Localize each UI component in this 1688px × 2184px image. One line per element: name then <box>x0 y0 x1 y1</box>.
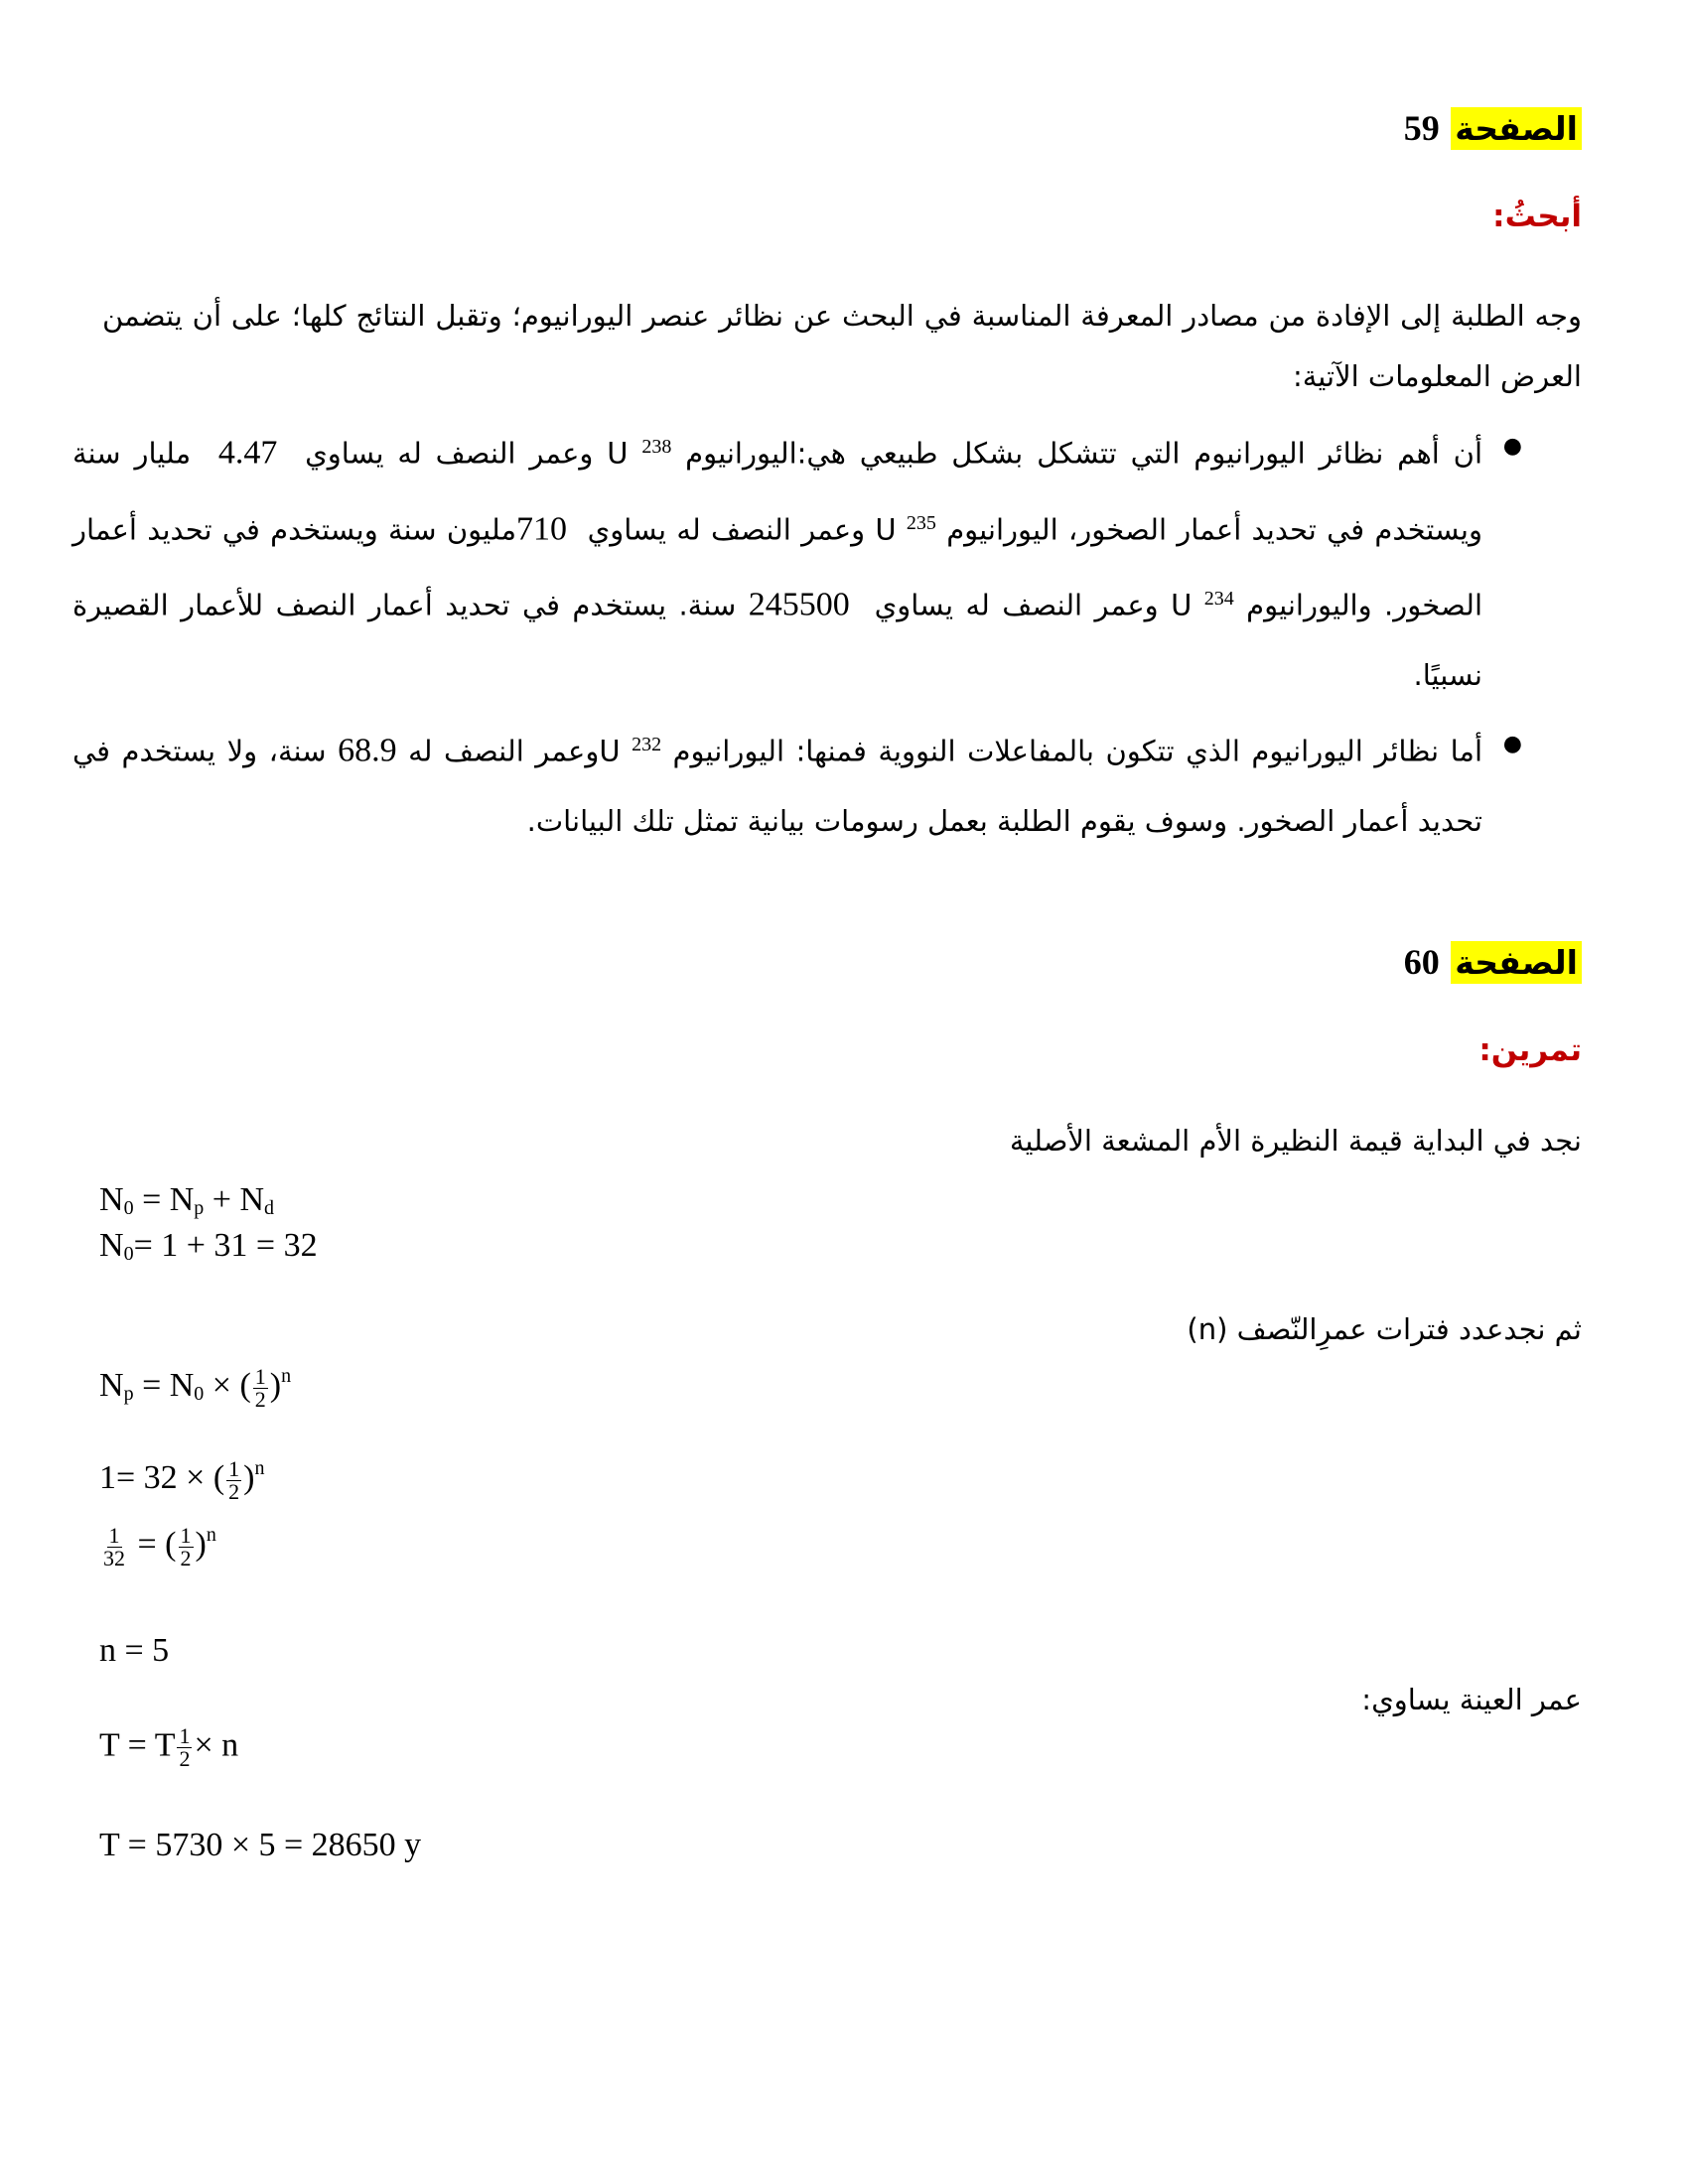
exercise-line-2: ثم نجدعدد فترات عمرِالنّصف (n) <box>1187 1312 1582 1346</box>
equation-5: $\frac{1}{32}$ = ( $\frac{1}{2}$ )$^n$ <box>103 1522 216 1570</box>
equation-6: n = 5 <box>99 1632 170 1669</box>
exercise-line-3: عمر العينة يساوي: <box>1361 1683 1582 1716</box>
research-intro: وجه الطلبة إلى الإفادة من مصادر المعرفة المناسبة في البحث عن نظائر عنصر اليورانيوم؛ وتقبل النتائج كلها؛ على أن يتضمن العرض المعلومات الآتية: <box>102 299 1582 393</box>
equation-8: T = 5730 × 5 = 28650 y <box>99 1827 422 1863</box>
exercise-subheading: تمرين: <box>1478 1032 1582 1068</box>
fraction: $\frac{1}{2}$ <box>180 1522 192 1570</box>
page-59-heading <box>1404 107 1582 149</box>
list-item: ● أما نظائر اليورانيوم الذي تتكون بالمفاعلات النووية فمنها: اليورانيوم U $^{232}$وعمر النصف له 68.9 سنة، ولا يستخدم في تحديد أعمار الصخور. وسوف يقوم الطلبة بعمل رسومات بيانية تمثل تلك البيانات. <box>72 710 1582 856</box>
list-item: ● أن أهم نظائر اليورانيوم التي تتشكل بشكل طبيعي هي:اليورانيوم U $^{238}$ وعمر النصف له يساوي 4.47 مليار سنة ويستخدم في تحديد أعمار الصخور، اليورانيوم U $^{235}$ وعمر النصف له يساوي 710مليون سنة ويستخدم في تحديد أعمار الصخور. واليورانيوم U $^{234}$ وعمر النصف له يساوي 245500 سنة. يستخدم في تحديد أعمار النصف للأعمار القصيرة نسبيًا. <box>72 412 1582 710</box>
equation-4: 1= 32 × ( $\frac{1}{2}$ )$^n$ <box>99 1455 265 1504</box>
fraction: $\frac{1}{2}$ <box>179 1723 191 1771</box>
page-59-number: 59 <box>1403 108 1440 148</box>
fraction: $\frac{1}{2}$ <box>254 1363 266 1412</box>
page-60-label: الصفحة <box>1451 941 1582 984</box>
equation-7: T = T $\frac{1}{2}$ × n <box>99 1723 239 1771</box>
research-subheading: أبحثُ: <box>1492 199 1582 234</box>
page-60-heading <box>1404 941 1582 983</box>
equation-2: N0= 1 + 31 = 32 <box>99 1227 318 1265</box>
fraction: $\frac{1}{32}$ <box>103 1522 125 1570</box>
bullet-icon: ● <box>1502 434 1522 459</box>
page-60-number: 60 <box>1403 942 1440 982</box>
equation-1: N0 = Np + Nd <box>99 1181 275 1219</box>
isotope-list <box>72 412 1582 856</box>
exercise-line-1: نجد في البداية قيمة النظيرة الأم المشعة الأصلية <box>1009 1124 1582 1158</box>
bullet-icon: ● <box>1502 731 1522 756</box>
equation-3: Np = N0 × ( $\frac{1}{2}$ )$^n$ <box>99 1363 292 1412</box>
fraction: $\frac{1}{2}$ <box>228 1455 240 1504</box>
page-59-label: الصفحة <box>1451 107 1582 150</box>
